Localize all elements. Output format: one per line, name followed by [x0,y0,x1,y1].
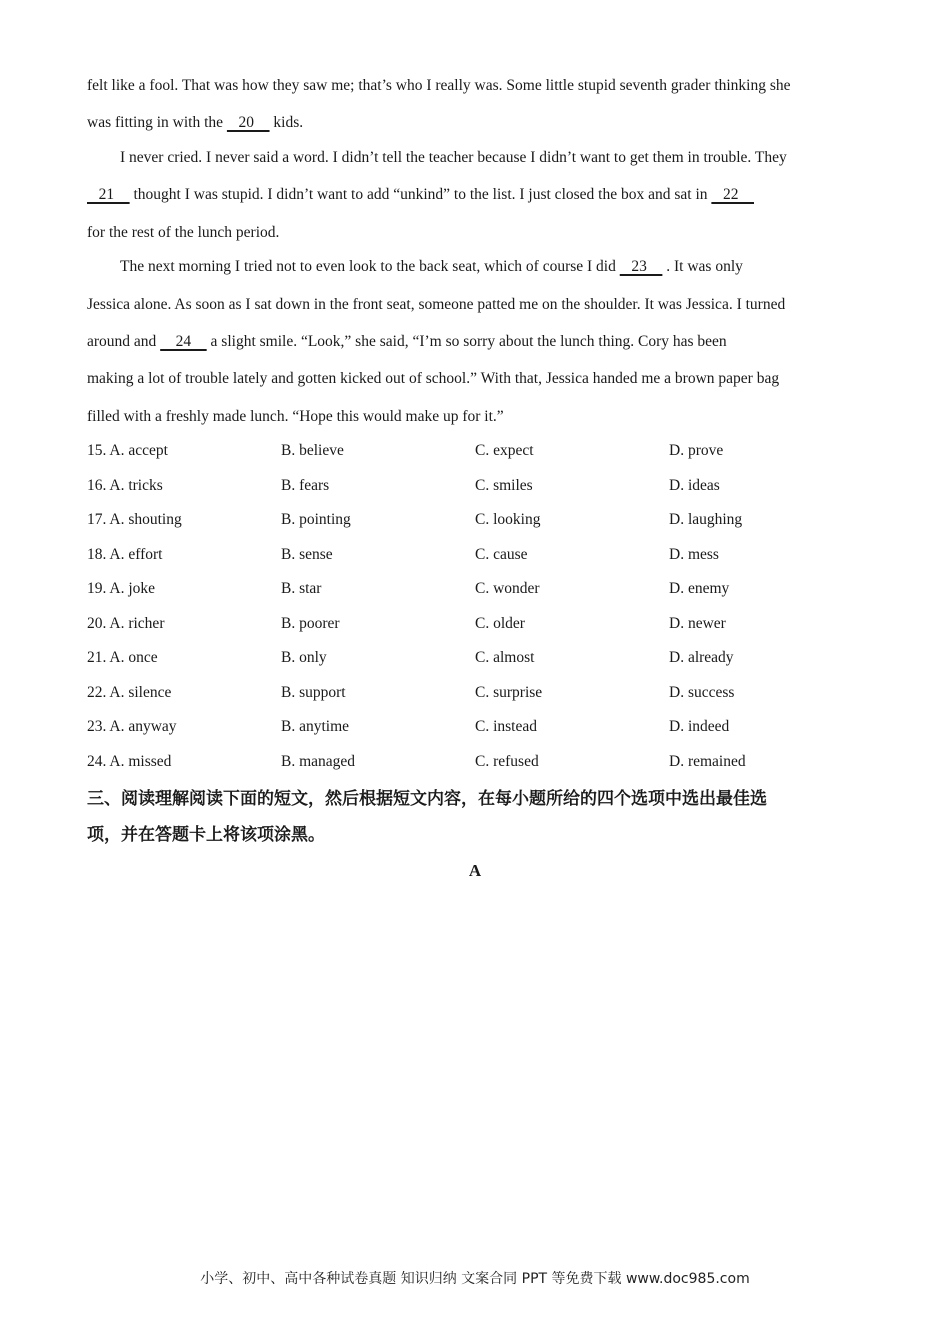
option-a: 15. A. accept [87,442,168,459]
passage-line-7: Jessica alone. As soon as I sat down in the front seat, someone patted me on the shoulder. It was Jessica. I turned [87,296,786,313]
option-a: 20. A. richer [87,615,165,632]
option-a: 18. A. effort [87,546,163,563]
option-a: 17. A. shouting [87,511,182,528]
options-row-20 [87,614,867,634]
option-a: 19. A. joke [87,580,156,597]
option-d: D. prove [669,442,724,459]
options-row-19 [87,579,867,599]
options-row-23 [87,717,867,737]
option-a: 16. A. tricks [87,477,163,494]
option-b: B. managed [281,753,356,770]
passage-line-8 [87,332,727,352]
option-d: D. indeed [669,718,730,735]
options-row-17 [87,510,867,530]
passage-line-6 [120,257,743,277]
blank-21: 21 [87,186,130,203]
option-a: 21. A. once [87,649,158,666]
option-b: B. support [281,684,346,701]
passage-line-4-middle: thought I was stupid. I didn’t want to add “unkind” to the list. I just closed the box and sat in [129,186,712,203]
footer-text: 小学、初中、高中各种试卷真题 知识归纳 文案合同 PPT 等免费下载 www.doc985.com [200,1271,750,1287]
option-d: D. enemy [669,580,730,597]
passage-line-6-end: . It was only [662,258,743,275]
blank-20: 20 [226,114,270,131]
section-heading-line-2: 项，并在答题卡上将该项涂黑。 [87,825,325,845]
options-row-16 [87,476,867,496]
passage-line-2-start: was fitting in with the [87,114,227,131]
option-c: C. older [475,615,525,632]
passage-line-3: I never cried. I never said a word. I didn’t tell the teacher because I didn’t want to get them in trouble. They [120,149,787,166]
option-d: D. newer [669,615,726,632]
blank-24: 24 [160,333,207,350]
option-c: C. refused [475,753,539,770]
passage-line-2-end: kids. [269,114,304,131]
passage-line-4 [87,185,754,205]
passage-line-1: felt like a fool. That was how they saw me; that’s who I really was. Some little stupid seventh grader thinking she [87,77,791,94]
option-d: D. laughing [669,511,743,528]
passage-label: A [468,861,482,880]
option-c: C. almost [475,649,535,666]
option-a: 22. A. silence [87,684,172,701]
blank-23: 23 [619,258,663,275]
option-c: C. instead [475,718,537,735]
option-d: D. remained [669,753,746,770]
section-heading-line-1: 三、阅读理解阅读下面的短文，然后根据短文内容，在每小题所给的四个选项中选出最佳选 [87,789,767,809]
option-b: B. star [281,580,322,597]
passage-line-10: filled with a freshly made lunch. “Hope this would make up for it.” [87,408,504,425]
option-c: C. wonder [475,580,540,597]
option-d: D. success [669,684,735,701]
blank-22: 22 [711,186,754,203]
options-row-21 [87,648,867,668]
option-d: D. ideas [669,477,720,494]
option-c: C. cause [475,546,528,563]
passage-line-2 [87,113,303,133]
option-b: B. poorer [281,615,340,632]
passage-line-8-end: a slight smile. “Look,” she said, “I’m so sorry about the lunch thing. Cory has been [206,333,727,350]
option-a: 24. A. missed [87,753,172,770]
options-row-18 [87,545,867,565]
option-c: C. expect [475,442,534,459]
option-b: B. pointing [281,511,351,528]
option-d: D. already [669,649,734,666]
option-b: B. sense [281,546,333,563]
option-b: B. believe [281,442,344,459]
passage-line-5: for the rest of the lunch period. [87,224,280,241]
option-b: B. fears [281,477,330,494]
option-c: C. surprise [475,684,543,701]
options-row-22 [87,683,867,703]
option-b: B. anytime [281,718,350,735]
passage-line-9: making a lot of trouble lately and gotten kicked out of school.” With that, Jessica handed me a brown paper bag [87,370,780,387]
options-row-24 [87,752,867,772]
option-d: D. mess [669,546,719,563]
option-c: C. looking [475,511,541,528]
option-a: 23. A. anyway [87,718,177,735]
passage-line-8-start: around and [87,333,161,350]
option-b: B. only [281,649,327,666]
option-c: C. smiles [475,477,533,494]
passage-line-6-start: The next morning I tried not to even look to the back seat, which of course I did [120,258,620,275]
options-row-15 [87,441,867,461]
